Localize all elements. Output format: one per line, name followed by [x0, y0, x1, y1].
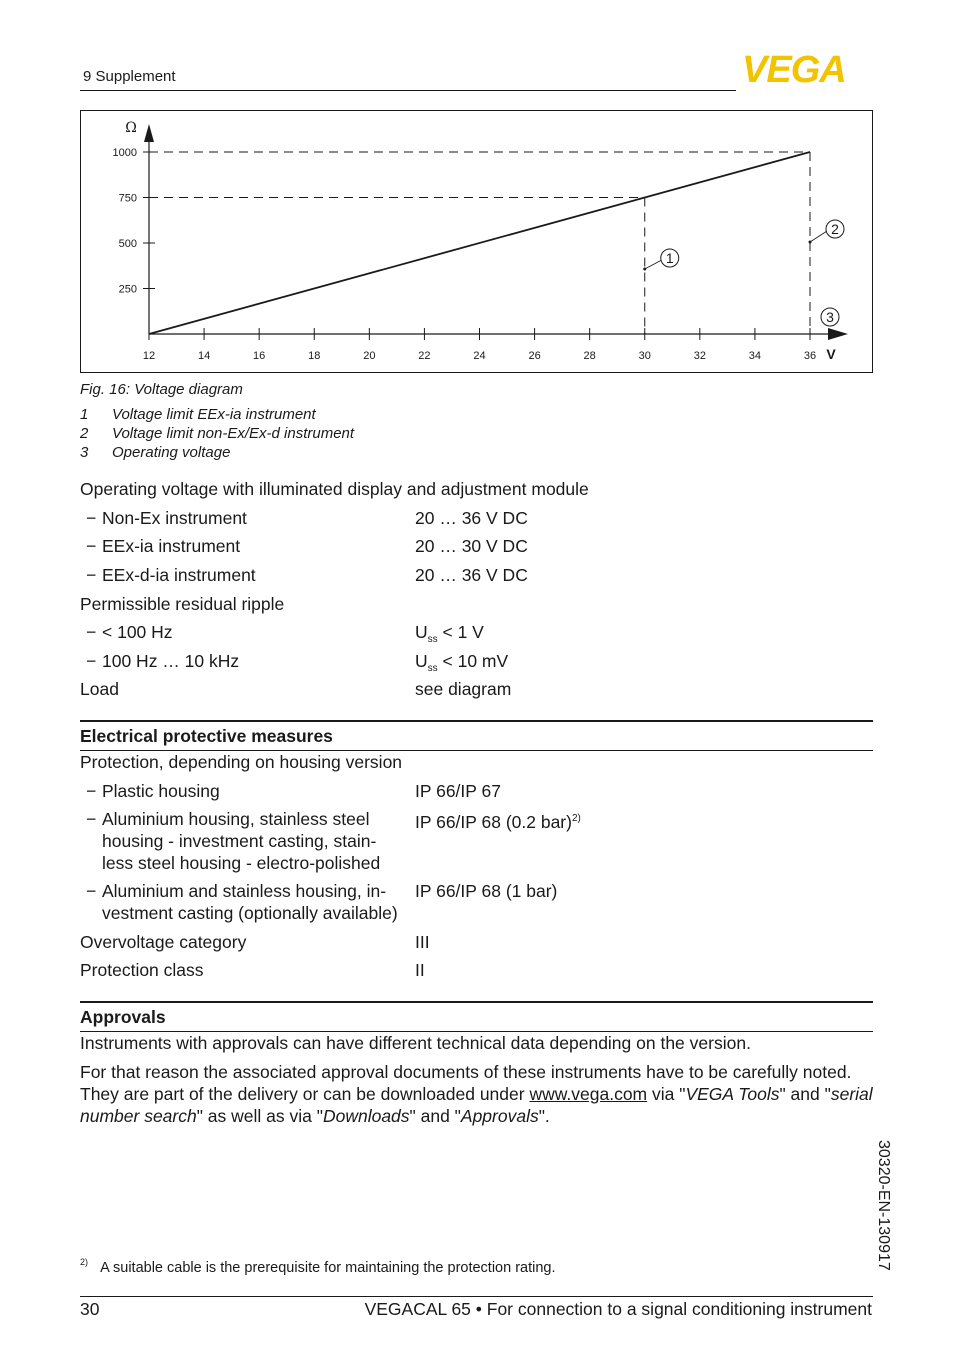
- voltage-diagram: [80, 110, 873, 373]
- spec-value: II: [415, 960, 425, 980]
- x-tick-label: 34: [748, 350, 762, 362]
- x-axis-arrow: [828, 328, 848, 340]
- spec-label: < 100 Hz: [102, 622, 173, 642]
- page-number: 30: [80, 1299, 100, 1319]
- spec-value: IP 66/IP 67: [415, 781, 501, 801]
- legend-num: 3: [80, 444, 89, 461]
- callout-number: 1: [665, 250, 674, 266]
- figure-caption: Fig. 16: Voltage diagram: [80, 381, 243, 398]
- x-tick-label: 22: [418, 350, 431, 362]
- spec-label: Plastic housing: [102, 781, 220, 801]
- section-heading: Approvals: [80, 1001, 873, 1032]
- footer-rule: [80, 1296, 873, 1297]
- callout-leader: [645, 260, 662, 269]
- document-code: 30320-EN-130917: [875, 1140, 892, 1271]
- x-tick-label: 30: [638, 350, 651, 362]
- footnote: $^{2)}$ A suitable cable is the prerequisite for maintaining the protection rating.: [80, 1257, 556, 1276]
- spec-label: Protection class: [80, 960, 204, 980]
- y-tick-label: 250: [118, 283, 137, 296]
- spec-value: $U_{ss} < 1$ V: [415, 622, 484, 645]
- spec-label: Aluminium housing, stainless steel housing - investment casting, stain-less steel housing - electro-polished: [102, 809, 381, 873]
- y-tick-label: 500: [118, 238, 137, 250]
- x-axis-label: V: [826, 346, 836, 362]
- x-tick-label: 12: [142, 350, 156, 362]
- section-heading: Electrical protective measures: [80, 720, 873, 751]
- spec-label: Aluminium and stainless housing, in-vestment casting (optionally available): [102, 881, 398, 923]
- spec-label: Permissible residual ripple: [80, 594, 285, 614]
- y-tick-label: 750: [118, 192, 137, 205]
- callout-number: 2: [831, 221, 839, 237]
- x-tick-label: 32: [693, 350, 706, 362]
- spec-label: Non-Ex instrument: [102, 508, 247, 528]
- legend-text: Voltage limit non-Ex/Ex-d instrument: [112, 425, 355, 442]
- x-tick-label: 14: [197, 350, 211, 362]
- callout-leader: [810, 231, 827, 242]
- spec-value: IP 66/IP 68 (0.2 bar)$^{2)}$: [415, 812, 581, 832]
- spec-label: 100 Hz … 10 kHz: [102, 651, 240, 671]
- footer-title: VEGACAL 65 • For connection to a signal conditioning instrument: [364, 1299, 872, 1319]
- legend-text: Operating voltage: [112, 444, 231, 461]
- x-tick-label: 16: [253, 350, 266, 362]
- spec-label: Operating voltage with illuminated display and adjustment module: [80, 479, 589, 499]
- x-tick-label: 18: [308, 350, 321, 362]
- legend-item: [80, 406, 316, 423]
- logo-text: VEGA: [742, 52, 846, 84]
- vega-logo: [742, 52, 872, 84]
- callout-dot: [643, 268, 646, 271]
- vega-link[interactable]: www.vega.com: [529, 1084, 648, 1104]
- legend-text: Voltage limit EEx-ia instrument: [112, 406, 316, 423]
- spec-label: Overvoltage category: [80, 932, 247, 952]
- y-axis-arrow: [144, 124, 154, 142]
- x-tick-label: 36: [803, 350, 817, 362]
- y-tick-label: 1000: [112, 147, 137, 159]
- spec-label: Protection, depending on housing version: [80, 752, 403, 772]
- section-title: 9 Supplement: [83, 68, 176, 85]
- spec-value: 20 … 30 V DC: [415, 536, 528, 556]
- spec-label: EEx-d-ia instrument: [102, 565, 256, 585]
- x-tick-label: 20: [363, 350, 376, 362]
- x-tick-label: 24: [473, 350, 486, 362]
- header-rule: [80, 90, 736, 91]
- legend-item: [80, 444, 230, 461]
- spec-value: see diagram: [415, 679, 512, 699]
- callout-number: 3: [826, 309, 834, 325]
- x-tick-label: 26: [528, 350, 541, 362]
- approvals-paragraph: For that reason the associated approval documents of these instruments have to be carefully noted. They are part of the delivery or can be downloaded under www.vega.com via "VEGA Tools" and "serial number search" as well as via "Downloads" and "Approvals".: [80, 1062, 873, 1126]
- legend-num: 2: [80, 425, 89, 442]
- callout-dot: [809, 241, 812, 244]
- spec-value: 20 … 36 V DC: [415, 565, 528, 585]
- spec-value: IP 66/IP 68 (1 bar): [415, 881, 558, 901]
- spec-value: 20 … 36 V DC: [415, 508, 528, 528]
- spec-label: EEx-ia instrument: [102, 536, 241, 556]
- spec-value: III: [415, 932, 430, 952]
- spec-label: Load: [80, 679, 119, 699]
- legend-num: 1: [80, 406, 89, 423]
- y-axis-label: Ω: [125, 120, 137, 136]
- series-line: [149, 152, 810, 334]
- legend-item: [80, 425, 354, 442]
- voltage-chart-svg: [81, 111, 872, 372]
- x-tick-label: 28: [583, 350, 596, 362]
- spec-value: $U_{ss} < 10$ mV: [415, 651, 509, 674]
- approvals-paragraph: Instruments with approvals can have different technical data depending on the version.: [80, 1033, 751, 1053]
